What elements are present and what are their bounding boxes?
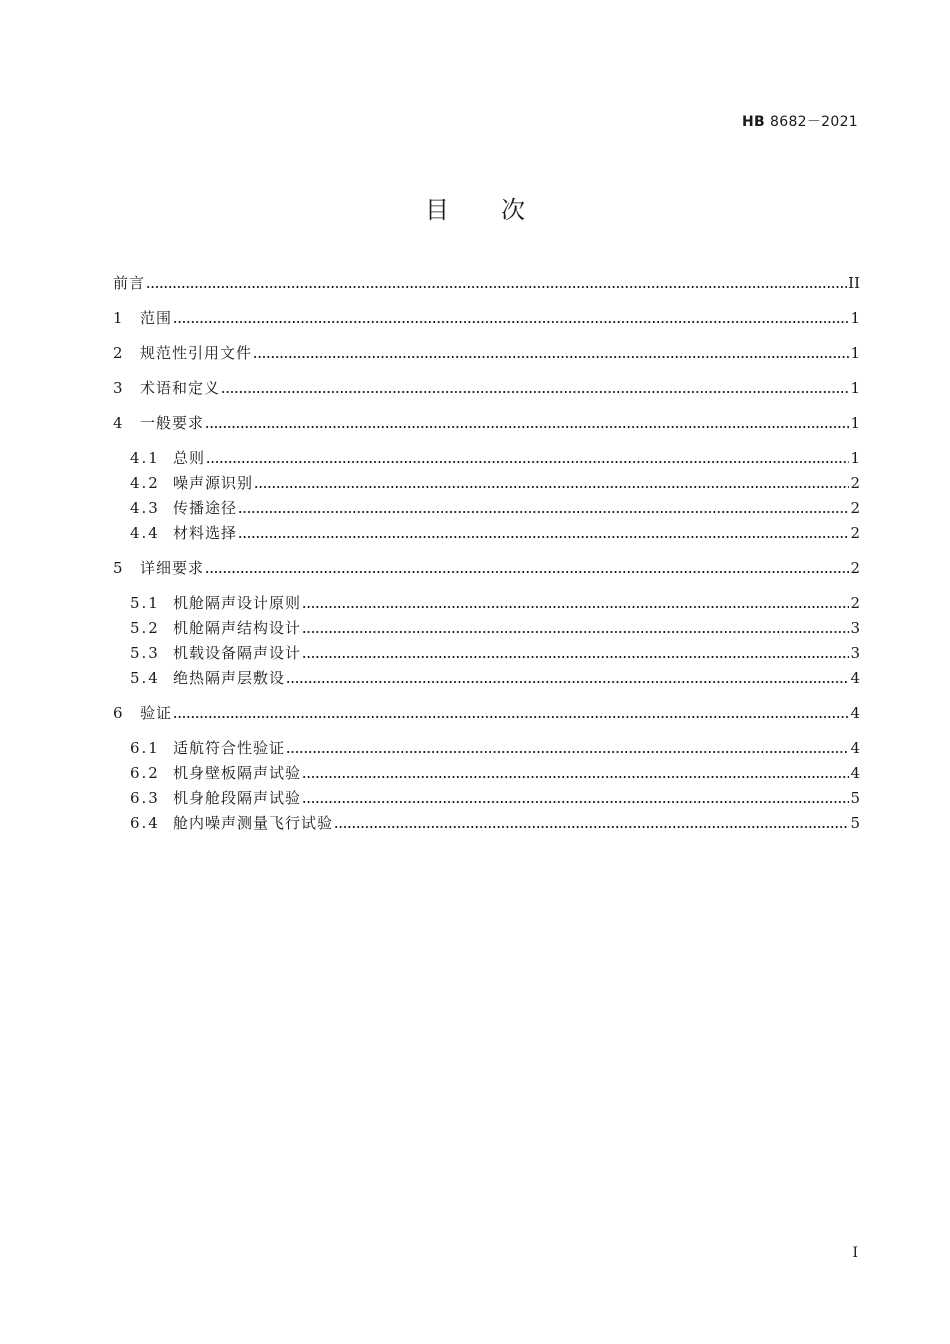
toc-entry-number: 4.4: [130, 524, 160, 542]
toc-entry-label: 绝热隔声层敷设: [173, 669, 286, 687]
toc-leader-dots: [238, 536, 849, 538]
toc-entry-label: 前言: [113, 274, 146, 292]
toc-entry-page: 3: [850, 644, 860, 662]
toc-subentry[interactable]: [130, 668, 860, 688]
toc-subentry[interactable]: [130, 788, 860, 808]
toc-entry-page: 4: [850, 764, 860, 782]
toc-entry-page: II: [848, 274, 860, 292]
toc-entry-number: 1: [113, 309, 125, 327]
toc-leader-dots: [205, 571, 849, 573]
toc-entry-label: 详细要求: [140, 559, 205, 577]
toc-leader-dots: [302, 631, 849, 633]
toc-entry-number: 4.2: [130, 474, 160, 492]
toc-entry-number: 5: [113, 559, 125, 577]
toc-entry-page: 1: [850, 344, 860, 362]
toc-entry-page: 2: [850, 499, 860, 517]
toc-entry-label: 总则: [173, 449, 206, 467]
toc-entry[interactable]: [113, 308, 860, 328]
toc-entry-label: 噪声源识别: [173, 474, 254, 492]
page-number: I: [852, 1245, 858, 1261]
toc-entry-label: 机舱隔声设计原则: [173, 594, 302, 612]
toc-entry[interactable]: [113, 558, 860, 578]
toc-leader-dots: [205, 426, 849, 428]
toc-entry-label: 适航符合性验证: [173, 739, 286, 757]
toc-entry-number: 6: [113, 704, 125, 722]
toc-entry-label: 机舱隔声结构设计: [173, 619, 302, 637]
toc-entry-page: 2: [850, 474, 860, 492]
toc-leader-dots: [302, 801, 849, 803]
toc-entry-label: 机载设备隔声设计: [173, 644, 302, 662]
toc-entry-page: 4: [850, 739, 860, 757]
toc-leader-dots: [302, 776, 849, 778]
toc-leader-dots: [302, 606, 849, 608]
toc-subentry[interactable]: [130, 593, 860, 613]
toc-entry-page: 5: [850, 814, 860, 832]
toc-entry-page: 4: [850, 704, 860, 722]
toc-entry-label: 材料选择: [173, 524, 238, 542]
toc-entry[interactable]: [113, 703, 860, 723]
toc-entry-number: 6.4: [130, 814, 160, 832]
toc-leader-dots: [302, 656, 849, 658]
toc-entry[interactable]: [113, 378, 860, 398]
table-of-contents: [113, 0, 860, 1344]
toc-entry-page: 4: [850, 669, 860, 687]
toc-leader-dots: [286, 751, 849, 753]
toc-leader-dots: [254, 486, 849, 488]
toc-entry-page: 5: [850, 789, 860, 807]
toc-leader-dots: [334, 826, 849, 828]
toc-entry-number: 6.2: [130, 764, 160, 782]
toc-entry-page: 2: [850, 559, 860, 577]
toc-subentry[interactable]: [130, 448, 860, 468]
toc-leader-dots: [238, 511, 849, 513]
toc-entry-page: 2: [850, 524, 860, 542]
toc-entry-number: 4.3: [130, 499, 160, 517]
toc-subentry[interactable]: [130, 618, 860, 638]
toc-entry-page: 1: [850, 414, 860, 432]
toc-entry-label: 传播途径: [173, 499, 238, 517]
toc-entry-page: 1: [850, 379, 860, 397]
toc-entry-label: 规范性引用文件: [140, 344, 253, 362]
toc-leader-dots: [286, 681, 849, 683]
toc-entry-number: 5.1: [130, 594, 160, 612]
toc-entry[interactable]: [113, 343, 860, 363]
toc-entry-number: 2: [113, 344, 125, 362]
toc-entry-label: 验证: [140, 704, 173, 722]
toc-entry-number: 6.1: [130, 739, 160, 757]
toc-entry-number: 5.3: [130, 644, 160, 662]
toc-leader-dots: [253, 356, 849, 358]
toc-entry-number: 4: [113, 414, 125, 432]
toc-leader-dots: [173, 321, 849, 323]
toc-entry[interactable]: [113, 413, 860, 433]
standard-prefix: HB: [742, 114, 766, 130]
toc-entry-number: 4.1: [130, 449, 160, 467]
standard-number: 8682－2021: [770, 114, 858, 130]
toc-subentry[interactable]: [130, 523, 860, 543]
toc-leader-dots: [221, 391, 849, 393]
toc-entry-label: 范围: [140, 309, 173, 327]
toc-entry-number: 6.3: [130, 789, 160, 807]
toc-subentry[interactable]: [130, 643, 860, 663]
toc-leader-dots: [146, 286, 847, 288]
toc-entry-number: 3: [113, 379, 125, 397]
toc-entry-page: 1: [850, 449, 860, 467]
toc-subentry[interactable]: [130, 763, 860, 783]
toc-title: 目次: [425, 196, 577, 224]
toc-entry-page: 1: [850, 309, 860, 327]
toc-entry-number: 5.2: [130, 619, 160, 637]
toc-entry-label: 一般要求: [140, 414, 205, 432]
toc-entry-label: 机身舱段隔声试验: [173, 789, 302, 807]
toc-entry-label: 术语和定义: [140, 379, 221, 397]
toc-subentry[interactable]: [130, 738, 860, 758]
toc-entry-page: 2: [850, 594, 860, 612]
toc-leader-dots: [173, 716, 849, 718]
toc-subentry[interactable]: [130, 498, 860, 518]
toc-entry-page: 3: [850, 619, 860, 637]
toc-subentry[interactable]: [130, 813, 860, 833]
toc-entry-label: 舱内噪声测量飞行试验: [173, 814, 334, 832]
toc-leader-dots: [206, 461, 849, 463]
toc-entry-label: 机身壁板隔声试验: [173, 764, 302, 782]
toc-subentry[interactable]: [130, 473, 860, 493]
toc-entry-preface[interactable]: [113, 273, 860, 293]
toc-entry-number: 5.4: [130, 669, 160, 687]
